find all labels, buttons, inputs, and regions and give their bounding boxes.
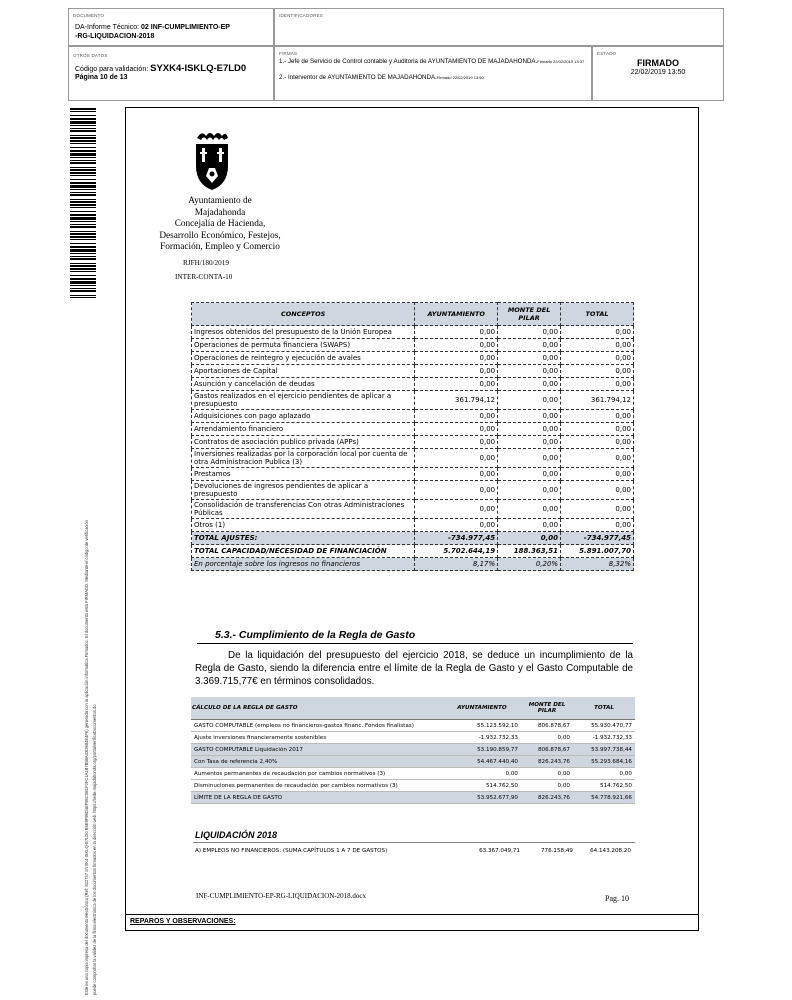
table-row bbox=[192, 500, 634, 519]
table-row bbox=[192, 410, 634, 423]
concepto-cell: Inversiones realizadas por la corporación local por cuenta de otra Administracion Publica (3) bbox=[192, 449, 415, 468]
table2-row bbox=[191, 744, 635, 756]
table-row bbox=[192, 481, 634, 500]
table-row bbox=[192, 558, 634, 571]
concepto-cell: Otros (1) bbox=[192, 519, 415, 532]
ajustes-table bbox=[191, 302, 634, 571]
org-line-4: Desarrollo Económico, Festejos, bbox=[159, 230, 281, 241]
value-cell: 0,00 bbox=[561, 500, 634, 519]
empleos-c: 64.143.208,20 bbox=[590, 848, 631, 854]
empleos-row bbox=[195, 848, 631, 854]
empleos-b: 776.158,49 bbox=[540, 848, 573, 854]
value-cell: 0,00 bbox=[415, 481, 498, 500]
value-cell: 0,00 bbox=[415, 339, 498, 352]
header-identificadores-box bbox=[274, 8, 724, 46]
value-cell: 0,00 bbox=[498, 519, 561, 532]
value-cell: 0,00 bbox=[561, 449, 634, 468]
barcode-image bbox=[70, 108, 96, 298]
value-cell: 0,00 bbox=[415, 500, 498, 519]
value-cell: 0,00 bbox=[498, 436, 561, 449]
value-cell: 53.190.859,77 bbox=[443, 744, 521, 756]
concepto-cell: Adquisiciones con pago aplazado bbox=[192, 410, 415, 423]
table2-row bbox=[191, 792, 635, 804]
col-ayuntamiento: AYUNTAMIENTO bbox=[415, 303, 498, 326]
value-cell: 0,00 bbox=[561, 326, 634, 339]
col-conceptos: CONCEPTOS bbox=[192, 303, 415, 326]
table-row bbox=[192, 423, 634, 436]
concepto-cell: Arrendamiento financiero bbox=[192, 423, 415, 436]
sidebar-legal-line1: Este es una copia impresa del documento electrónico (Ref: 822737 SYXK4-ISKLQ-E7LD0 B5E9F99D4EF95C0B1F2FC4A1B7B98A33D6B4E4F6) generada con la aplicación informática Firmadoc. El documento está FIRMADO. Mediante el código de verificación bbox=[84, 520, 89, 995]
value-cell: 53.952.677,90 bbox=[443, 792, 521, 804]
col2-total: TOTAL bbox=[573, 697, 635, 720]
otros-datos-label: OTROS DATOS bbox=[73, 53, 108, 58]
concepto-cell: Operaciones de permuta financiera (SWAPS) bbox=[192, 339, 415, 352]
letterhead bbox=[140, 196, 300, 254]
header-otros-box bbox=[68, 46, 274, 101]
value-cell: 0,00 bbox=[415, 519, 498, 532]
value-cell: 0,00 bbox=[521, 732, 573, 744]
value-cell: 0,00 bbox=[498, 365, 561, 378]
footer-filename: INF-CUMPLIMIENTO-EP-RG-LIQUIDACION-2018.docx bbox=[196, 892, 366, 900]
value-cell: 514.762,50 bbox=[573, 780, 635, 792]
section-title: 5.3.- Cumplimiento de la Regla de Gasto bbox=[215, 629, 416, 641]
value-cell: 0,00 bbox=[415, 365, 498, 378]
documento-value: DA-Informe Técnico: 02 INF-CUMPLIMIENTO-EP -RG-LIQUIDACION-2018 bbox=[75, 24, 230, 40]
value-cell: 55.123.592,10 bbox=[443, 720, 521, 732]
value-cell: 0,00 bbox=[498, 449, 561, 468]
sidebar-legal-line2: puede comprobar la validez de la firma electrónica de los documentos firmados en la dirección web: https://sede.majadahonda.org/portal/verificaDocumentos.do bbox=[92, 704, 97, 995]
ref-1: RJFH/180/2019 bbox=[183, 259, 229, 267]
footer-page: Pag. 10 bbox=[605, 894, 629, 903]
concepto-cell: TOTAL CAPACIDAD/NECESIDAD DE FINANCIACIÓN bbox=[192, 545, 415, 558]
reparos-label: REPAROS Y OBSERVACIONES: bbox=[130, 918, 236, 925]
identificadores-label: IDENTIFICADORES bbox=[279, 13, 324, 18]
concepto-cell: Contratos de asociación publico privada (APPs) bbox=[192, 436, 415, 449]
value-cell: 0,00 bbox=[561, 365, 634, 378]
value-cell: 361.794,12 bbox=[415, 391, 498, 410]
calculo-cell: GASTO COMPUTABLE Liquidación 2017 bbox=[191, 744, 443, 756]
section-paragraph: De la liquidación del presupuesto del ejercicio 2018, se deduce un incumplimiento de la Regla de Gasto, siendo la diferencia entre el límite de la Regla de Gasto y el Gasto Computable de 3.369.715,77€ en términos consolidados. bbox=[195, 650, 633, 687]
concepto-cell: En porcentaje sobre los ingresos no financieros bbox=[192, 558, 415, 571]
value-cell: 0,00 bbox=[415, 468, 498, 481]
table-row bbox=[192, 519, 634, 532]
firma-1: 1.- Jefe de Servicio de Control contable y Auditoria de AYUNTAMIENTO DE MAJADAHONDA.Firmado 22/02/2019 13:37 bbox=[279, 58, 585, 65]
calculo-cell: Ajuste inversiones financieramente sostenibles bbox=[191, 732, 443, 744]
table2-row bbox=[191, 780, 635, 792]
empleos-label: A) EMPLEOS NO FINANCIEROS: (SUMA CAPÍTULOS 1 A 7 DE GASTOS) bbox=[195, 848, 388, 854]
value-cell: 0,00 bbox=[415, 423, 498, 436]
value-cell: 0,00 bbox=[498, 326, 561, 339]
value-cell: 0,00 bbox=[415, 378, 498, 391]
value-cell: 0,00 bbox=[498, 339, 561, 352]
value-cell: 0,00 bbox=[561, 352, 634, 365]
value-cell: 514.762,50 bbox=[443, 780, 521, 792]
value-cell: 0,00 bbox=[561, 339, 634, 352]
col2-monte-del-pilar: MONTE DEL PILAR bbox=[521, 697, 573, 720]
table-row bbox=[192, 532, 634, 545]
value-cell: 8,32% bbox=[561, 558, 634, 571]
col-monte-del-pilar: MONTE DEL PILAR bbox=[498, 303, 561, 326]
org-line-1: Ayuntamiento de bbox=[188, 196, 252, 206]
table-row bbox=[192, 365, 634, 378]
ref-2: INTER-CONTA-10 bbox=[175, 273, 233, 281]
table-row bbox=[192, 352, 634, 365]
value-cell: -1.932.732,33 bbox=[443, 732, 521, 744]
value-cell: 5.891.007,70 bbox=[561, 545, 634, 558]
value-cell: 0,00 bbox=[443, 768, 521, 780]
liquidacion-rule bbox=[193, 842, 635, 843]
estado-value: FIRMADO bbox=[637, 58, 679, 68]
concepto-cell: TOTAL AJUSTES: bbox=[192, 532, 415, 545]
value-cell: 0,00 bbox=[498, 410, 561, 423]
coat-of-arms-logo bbox=[192, 128, 232, 192]
table-row bbox=[192, 378, 634, 391]
concepto-cell: Aportaciones de Capital bbox=[192, 365, 415, 378]
value-cell: 8,17% bbox=[415, 558, 498, 571]
table2-row bbox=[191, 768, 635, 780]
calculo-cell: GASTO COMPUTABLE (empleos no financieros-gastos financ. Fondos finalistas) bbox=[191, 720, 443, 732]
table-row bbox=[192, 468, 634, 481]
concepto-cell: Ingresos obtenidos del presupuesto de la Unión Europea bbox=[192, 326, 415, 339]
concepto-cell: Devoluciones de ingresos pendientes de aplicar a presupuesto bbox=[192, 481, 415, 500]
concepto-cell: Gastos realizados en el ejercicio pendientes de aplicar a presupuesto bbox=[192, 391, 415, 410]
regla-gasto-table bbox=[191, 697, 635, 804]
value-cell: 0,20% bbox=[498, 558, 561, 571]
value-cell: 0,00 bbox=[498, 378, 561, 391]
value-cell: 0,00 bbox=[498, 391, 561, 410]
col2-calculo: CÁLCULO DE LA REGLA DE GASTO bbox=[191, 697, 443, 720]
table2-row bbox=[191, 720, 635, 732]
value-cell: 0,00 bbox=[561, 410, 634, 423]
value-cell: 0,00 bbox=[498, 481, 561, 500]
org-line-5: Formación, Empleo y Comercio bbox=[160, 242, 280, 252]
estado-label: ESTADO bbox=[597, 51, 617, 56]
value-cell: 0,00 bbox=[573, 768, 635, 780]
codigo-validacion: Código para validación: SYXK4-ISKLQ-E7LD0 bbox=[75, 63, 247, 74]
value-cell: 0,00 bbox=[521, 768, 573, 780]
table-row bbox=[192, 545, 634, 558]
calculo-cell: Con Tasa de referencia 2,40% bbox=[191, 756, 443, 768]
firma-2: 2.- Interventor de AYUNTAMIENTO DE MAJADAHONDA.Firmado 22/02/2019 13:50 bbox=[279, 74, 484, 81]
value-cell: 806.878,67 bbox=[521, 720, 573, 732]
header-firmas-box bbox=[274, 46, 592, 101]
concepto-cell: Prestamos bbox=[192, 468, 415, 481]
calculo-cell: LÍMITE DE LA REGLA DE GASTO bbox=[191, 792, 443, 804]
table2-row bbox=[191, 732, 635, 744]
table-row bbox=[192, 449, 634, 468]
value-cell: 0,00 bbox=[521, 780, 573, 792]
value-cell: 5.702.644,19 bbox=[415, 545, 498, 558]
liquidacion-title: LIQUIDACIÓN 2018 bbox=[195, 830, 278, 840]
value-cell: 0,00 bbox=[561, 378, 634, 391]
section-title-rule bbox=[197, 643, 633, 644]
value-cell: 0,00 bbox=[561, 519, 634, 532]
col2-ayuntamiento: AYUNTAMIENTO bbox=[443, 697, 521, 720]
table-row bbox=[192, 436, 634, 449]
firmas-label: FIRMAS bbox=[279, 51, 298, 56]
reparos-divider bbox=[126, 914, 698, 915]
value-cell: 188.363,51 bbox=[498, 545, 561, 558]
table-row bbox=[192, 326, 634, 339]
table-row bbox=[192, 339, 634, 352]
value-cell: -1.932.732,33 bbox=[573, 732, 635, 744]
value-cell: 826.243,76 bbox=[521, 756, 573, 768]
table2-header-row bbox=[191, 697, 635, 720]
concepto-cell: Operaciones de reintegro y ejecución de avales bbox=[192, 352, 415, 365]
value-cell: 0,00 bbox=[415, 326, 498, 339]
calculo-cell: Disminuciones permanentes de recaudación por cambios normativos (3) bbox=[191, 780, 443, 792]
header-doc-box bbox=[68, 8, 274, 46]
col-total: TOTAL bbox=[561, 303, 634, 326]
calculo-cell: Aumentos permanentes de recaudación por cambios normativos (3) bbox=[191, 768, 443, 780]
value-cell: 826.243,76 bbox=[521, 792, 573, 804]
value-cell: 54.778.921,66 bbox=[573, 792, 635, 804]
value-cell: 0,00 bbox=[415, 410, 498, 423]
header-estado-box bbox=[592, 46, 724, 101]
empleos-a: 63.367.049,71 bbox=[479, 848, 520, 854]
estado-date: 22/02/2019 13:50 bbox=[630, 69, 686, 76]
table-row bbox=[192, 391, 634, 410]
value-cell: -734.977,45 bbox=[415, 532, 498, 545]
value-cell: 0,00 bbox=[498, 423, 561, 436]
value-cell: 0,00 bbox=[415, 352, 498, 365]
table2-row bbox=[191, 756, 635, 768]
pagina: Página 10 de 13 bbox=[75, 74, 128, 81]
value-cell: 0,00 bbox=[561, 481, 634, 500]
org-line-3: Concejalía de Hacienda, bbox=[174, 219, 266, 229]
value-cell: 0,00 bbox=[561, 423, 634, 436]
value-cell: 0,00 bbox=[415, 449, 498, 468]
value-cell: 0,00 bbox=[498, 352, 561, 365]
value-cell: 0,00 bbox=[498, 532, 561, 545]
concepto-cell: Asunción y cancelación de deudas bbox=[192, 378, 415, 391]
value-cell: 0,00 bbox=[415, 436, 498, 449]
value-cell: -734.977,45 bbox=[561, 532, 634, 545]
value-cell: 55.930.470,77 bbox=[573, 720, 635, 732]
concepto-cell: Consolidación de transferencias Con otras Administraciones Públicas bbox=[192, 500, 415, 519]
value-cell: 806.878,67 bbox=[521, 744, 573, 756]
value-cell: 54.467.440,40 bbox=[443, 756, 521, 768]
value-cell: 0,00 bbox=[498, 468, 561, 481]
value-cell: 0,00 bbox=[561, 468, 634, 481]
documento-label: DOCUMENTO bbox=[73, 13, 105, 18]
value-cell: 0,00 bbox=[561, 436, 634, 449]
value-cell: 0,00 bbox=[498, 500, 561, 519]
table-header-row bbox=[192, 303, 634, 326]
value-cell: 55.293.684,16 bbox=[573, 756, 635, 768]
org-line-2: Majadahonda bbox=[194, 207, 246, 218]
value-cell: 53.997.738,44 bbox=[573, 744, 635, 756]
value-cell: 361.794,12 bbox=[561, 391, 634, 410]
